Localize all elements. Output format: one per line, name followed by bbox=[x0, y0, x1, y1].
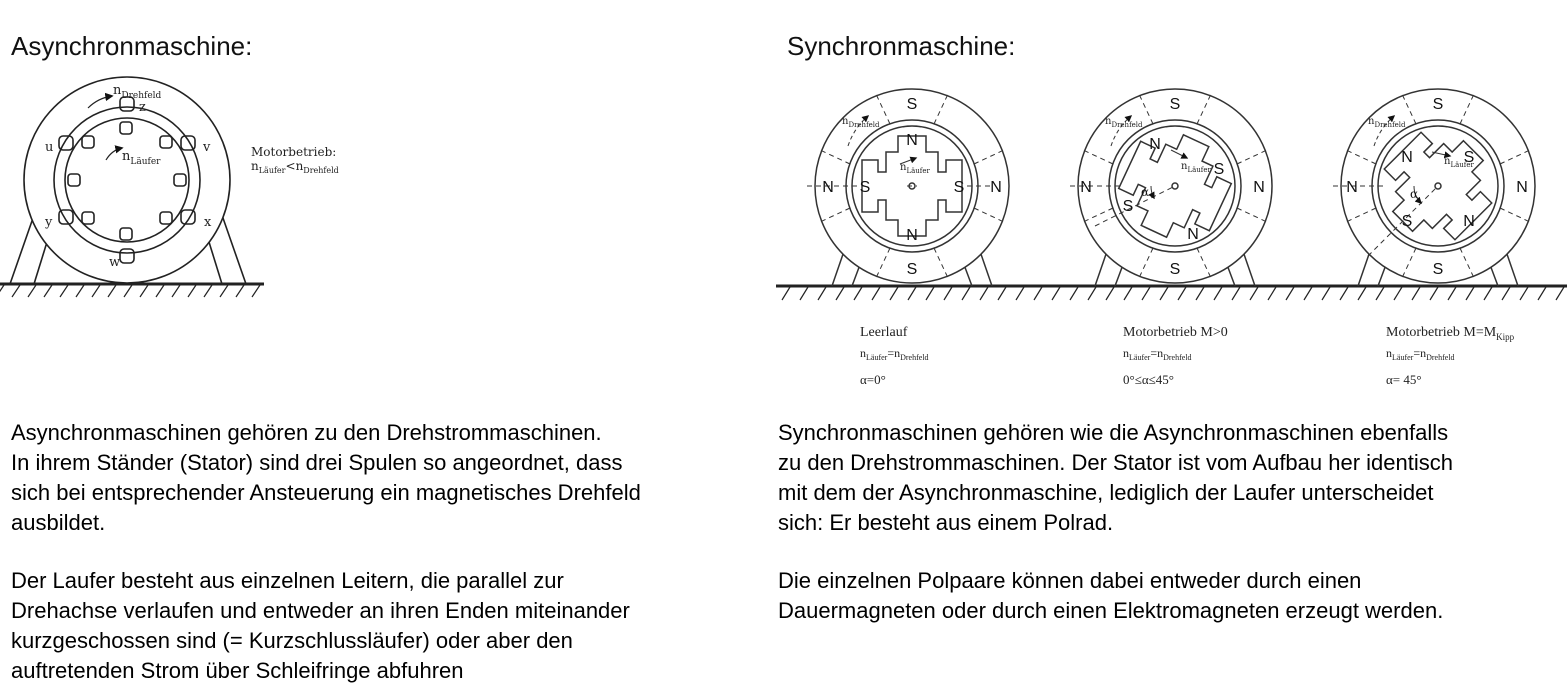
text-line: ausbildet. bbox=[11, 510, 106, 535]
state-caption-kipp bbox=[1386, 325, 1515, 387]
pole-n-left: N bbox=[1346, 179, 1358, 196]
coil-label-x: x bbox=[204, 215, 212, 230]
text-line: mit dem der Asynchronmaschine, lediglich der Laufer unterscheidet bbox=[778, 480, 1434, 505]
state-angle: 0°≤α≤45° bbox=[1123, 372, 1174, 387]
pole-s-top: S bbox=[1432, 96, 1444, 113]
sync-machine-kipp bbox=[1333, 89, 1535, 286]
sync-ground bbox=[776, 286, 1567, 300]
rotor-n-top: N bbox=[906, 132, 918, 149]
text-line: Drehachse verlaufen und entweder an ihren Enden miteinander bbox=[11, 598, 630, 623]
rotor-s-left: S bbox=[1122, 198, 1134, 215]
rotor-n-bottom: N bbox=[906, 227, 918, 244]
rotor-n-bottom: N bbox=[1187, 226, 1199, 243]
n-drehfeld-label: $n_{Drehfeld}$ bbox=[1105, 116, 1143, 129]
n-laeufer-label: $n_{Läufer}$ bbox=[900, 162, 930, 175]
state-speed: $n_{Läufer}=n_{Drehfeld}$ bbox=[860, 346, 929, 362]
rotor-n-top: N bbox=[1149, 136, 1161, 153]
coil-label-z: z bbox=[139, 100, 146, 115]
text-line: sich bei entsprechender Ansteuerung ein magnetisches Drehfeld bbox=[11, 480, 641, 505]
n-laeufer-label: $n_{Läufer}$ bbox=[122, 149, 161, 167]
text-line: Die einzelnen Polpaare können dabei entweder durch einen bbox=[778, 568, 1362, 593]
rotor-n-top-left: N bbox=[1401, 149, 1413, 166]
state-angle: α=0° bbox=[860, 372, 886, 387]
rotor-n-bottom-right: N bbox=[1463, 213, 1475, 230]
sync-paragraph-1 bbox=[778, 418, 1453, 538]
n-laeufer-label: $n_{Läufer}$ bbox=[1181, 161, 1211, 174]
synchron-heading: Synchronmaschine: bbox=[787, 31, 1016, 61]
rotor-s-right: S bbox=[953, 179, 965, 196]
pole-s-top: S bbox=[1169, 96, 1181, 113]
text-line: Dauermagneten oder durch einen Elektromagneten erzeugt werden. bbox=[778, 598, 1444, 623]
state-caption-leerlauf bbox=[860, 325, 929, 387]
rotor-s-right: S bbox=[1213, 161, 1225, 178]
alpha-label: α bbox=[1140, 185, 1150, 199]
coil-label-v: v bbox=[203, 140, 211, 155]
rotor-s-left: S bbox=[859, 179, 871, 196]
motorbetrieb-label: Motorbetrieb: bbox=[251, 145, 337, 159]
state-angle: α= 45° bbox=[1386, 372, 1422, 387]
text-line: In ihrem Ständer (Stator) sind drei Spulen so angeordnet, dass bbox=[11, 450, 623, 475]
n-drehfeld-label: $n_{Drehfeld}$ bbox=[842, 116, 880, 129]
state-caption-motorbetrieb bbox=[1123, 325, 1228, 387]
rotor-s-bottom-left: S bbox=[1401, 213, 1413, 230]
async-paragraph-2 bbox=[11, 566, 630, 686]
coil-label-w: w bbox=[109, 255, 121, 270]
pole-n-right: N bbox=[990, 179, 1002, 196]
text-line: sich: Er besteht aus einem Polrad. bbox=[778, 510, 1114, 535]
pole-n-left: N bbox=[822, 179, 834, 196]
state-title: Motorbetrieb M>0 bbox=[1123, 325, 1228, 340]
sync-paragraph-2 bbox=[778, 566, 1443, 626]
text-line: auftretenden Strom über Schleifringe abfuhren bbox=[11, 658, 464, 683]
coil-label-u: u bbox=[45, 140, 54, 155]
state-title: Leerlauf bbox=[860, 325, 908, 340]
alpha-label: α bbox=[1409, 187, 1419, 201]
text-line: Der Laufer besteht aus einzelnen Leitern, die parallel zur bbox=[11, 568, 564, 593]
pole-s-bottom: S bbox=[1169, 261, 1181, 278]
async-machine bbox=[0, 77, 264, 297]
text-line: kurzgeschossen sind (= Kurzschlussläufer) oder aber den bbox=[11, 628, 573, 653]
n-laeufer-label: $n_{Läufer}$ bbox=[1444, 156, 1474, 169]
pole-s-top: S bbox=[906, 96, 918, 113]
state-title: Motorbetrieb $M=M_{Kipp}$ bbox=[1386, 325, 1515, 342]
motorbetrieb-condition: $n_{Läufer}<n_{Drehfeld}$ bbox=[251, 159, 339, 175]
coil-label-y: y bbox=[45, 215, 53, 230]
async-paragraph-1 bbox=[11, 418, 641, 538]
text-line: Asynchronmaschinen gehören zu den Drehstrommaschinen. bbox=[11, 420, 602, 445]
pole-s-bottom: S bbox=[1432, 261, 1444, 278]
rotor-s-top-right: S bbox=[1463, 149, 1475, 166]
text-line: Synchronmaschinen gehören wie die Asynchronmaschinen ebenfalls bbox=[778, 420, 1449, 445]
text-line: zu den Drehstrommaschinen. Der Stator ist vom Aufbau her identisch bbox=[778, 450, 1453, 475]
pole-n-left: N bbox=[1080, 179, 1092, 196]
sync-machine-leerlauf bbox=[807, 89, 1009, 286]
sync-machine-motorbetrieb bbox=[1070, 89, 1272, 286]
state-speed: $n_{Läufer}=n_{Drehfeld}$ bbox=[1386, 346, 1455, 362]
n-drehfeld-label: $n_{Drehfeld}$ bbox=[113, 83, 162, 101]
n-drehfeld-label: $n_{Drehfeld}$ bbox=[1368, 116, 1406, 129]
pole-n-right: N bbox=[1516, 179, 1528, 196]
asynchron-heading: Asynchronmaschine: bbox=[11, 31, 253, 61]
pole-n-right: N bbox=[1253, 179, 1265, 196]
pole-s-bottom: S bbox=[906, 261, 918, 278]
state-speed: $n_{Läufer}=n_{Drehfeld}$ bbox=[1123, 346, 1192, 362]
